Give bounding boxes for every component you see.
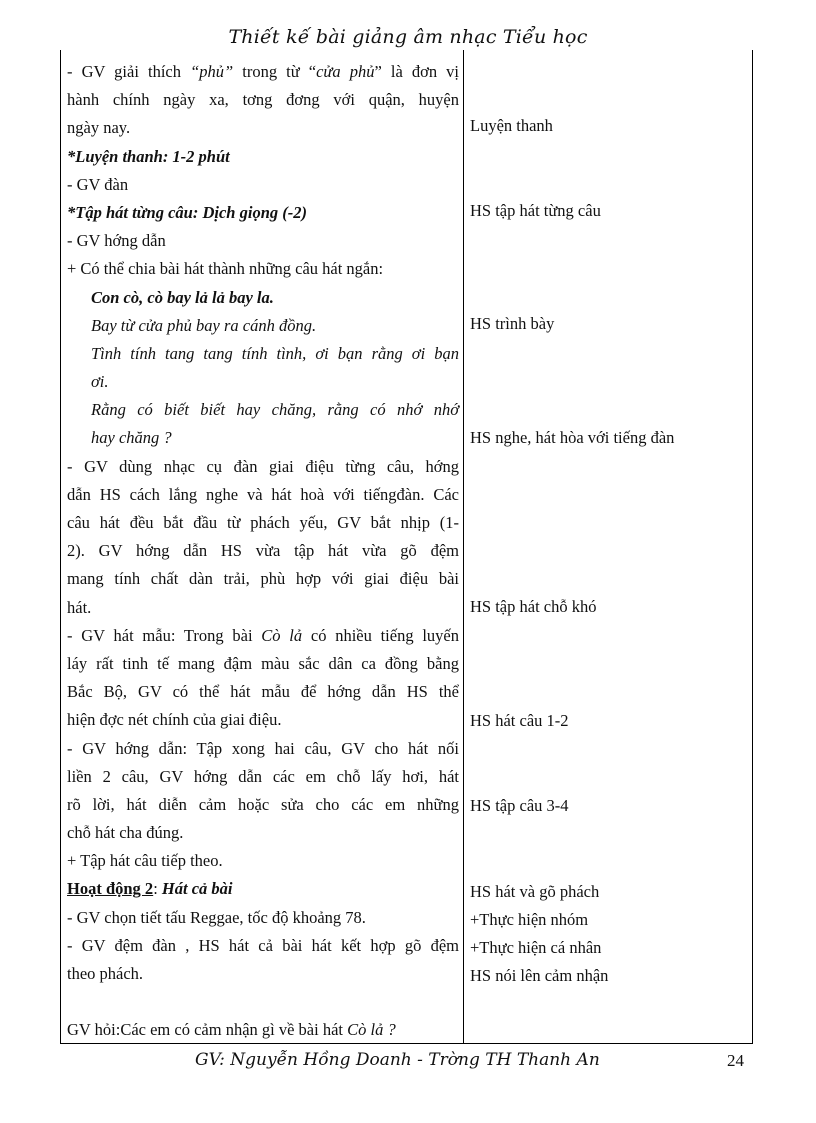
page-header: Thiết kế bài giảng âm nhạc Tiểu học <box>228 26 588 48</box>
text-line: - GV đệm đàn , HS hát cả bài hát kết hợp gõ đệm <box>67 935 459 955</box>
text-line: - GV dùng nhạc cụ đàn giai điệu từng câu, hớng <box>67 456 459 476</box>
student-activity: HS tập hát chỗ khó <box>470 597 597 616</box>
text-line: - GV hát mẫu: Trong bài Cò lả có nhiều tiếng luyến <box>67 625 460 645</box>
text-line: mang tính chất dàn trải, phù hợp với giai điệu bài <box>67 569 459 589</box>
text-line: chỗ hát cha đúng. <box>67 823 184 843</box>
table-border-left <box>60 50 61 1044</box>
column-divider <box>463 50 464 1044</box>
text-line: - GV hớng dẫn <box>67 231 166 251</box>
text-line: + Có thể chia bài hát thành những câu hát ngắn: <box>67 259 384 279</box>
lyric-line: Bay từ cửa phủ bay ra cánh đồng. <box>91 315 317 335</box>
text-line: ngày nay. <box>67 118 131 138</box>
text-line: - GV hớng dẫn: Tập xong hai câu, GV cho hát nối <box>67 738 459 758</box>
student-activity: +Thực hiện nhóm <box>470 910 589 929</box>
text-line: hiện đợc nét chính của giai điệu. <box>67 710 282 730</box>
text-line: hát. <box>67 597 92 617</box>
student-activity: HS trình bày <box>470 314 555 333</box>
table-border-right <box>752 50 753 1044</box>
lyric-line: Rằng có biết biết hay chăng, rằng có nhớ nhớ <box>91 400 459 420</box>
lesson-table <box>60 50 753 1044</box>
lyric-line: ơi. <box>91 372 109 392</box>
teacher-activities-column <box>67 58 459 1045</box>
section-heading: *Luyện thanh: 1-2 phút <box>67 146 230 166</box>
student-activity: HS nói lên cảm nhận <box>470 966 609 985</box>
text-line: hành chính ngày xa, tơng đơng với quận, huyện <box>67 90 459 110</box>
page-number: 24 <box>727 1051 744 1070</box>
student-activity: HS tập hát từng câu <box>470 201 601 220</box>
text-line: liền 2 câu, GV hớng dẫn các em chỗ lấy hơi, hát <box>67 766 459 786</box>
text-line: + Tập hát câu tiếp theo. <box>67 851 223 871</box>
footer-author: GV: Nguyễn Hồng Doanh - Trờng TH Thanh An <box>195 1050 600 1070</box>
lyric-line: Tình tính tang tang tính tình, ơi bạn rằng ơi bạn <box>91 343 459 363</box>
text-line: câu hát đều bắt đầu từ phách yếu, GV bắt nhịp (1- <box>67 513 459 532</box>
text-line: 2). GV hớng dẫn HS vừa tập hát vừa gõ đệm <box>67 541 459 561</box>
text-line: rõ lời, hát diễn cảm hoặc sửa cho các em những <box>67 794 459 814</box>
text-line: - GV giải thích “phủ” trong từ “cửa phủ” là đơn vị <box>67 62 459 81</box>
text-line: GV hỏi:Các em có cảm nhận gì về bài hát Cò lả ? <box>67 1020 396 1040</box>
student-activity: HS nghe, hát hòa với tiếng đàn <box>470 428 675 447</box>
student-activity: Luyện thanh <box>470 116 553 135</box>
blank-line <box>67 988 459 1016</box>
lyric-line: hay chăng ? <box>91 428 172 448</box>
student-activity: HS hát và gõ phách <box>470 882 600 901</box>
text-line: dẫn HS cách lắng nghe và hát hoà với tiếngđàn. Các <box>67 484 459 504</box>
section-heading: *Tập hát từng câu: Dịch giọng (-2) <box>67 202 307 222</box>
text-line: theo phách. <box>67 964 144 983</box>
text-line: - GV đàn <box>67 174 129 194</box>
text-line: láy rất tinh tế mang đậm màu sắc dân ca đồng bằng <box>67 653 459 673</box>
page-footer <box>0 1050 816 1078</box>
text-line: - GV chọn tiết tấu Reggae, tốc độ khoảng 78. <box>67 907 366 927</box>
lyric-line: Con cò, cò bay lả lả bay la. <box>91 287 274 307</box>
text-line: Bắc Bộ, GV có thể hát mẫu để hớng dẫn HS thể <box>67 682 459 702</box>
student-activity: +Thực hiện cá nhân <box>470 938 602 957</box>
student-activity: HS tập câu 3-4 <box>470 796 569 815</box>
student-activity: HS hát câu 1-2 <box>470 711 569 730</box>
activity-heading: Hoạt động 2: Hát cả bài <box>67 879 233 899</box>
